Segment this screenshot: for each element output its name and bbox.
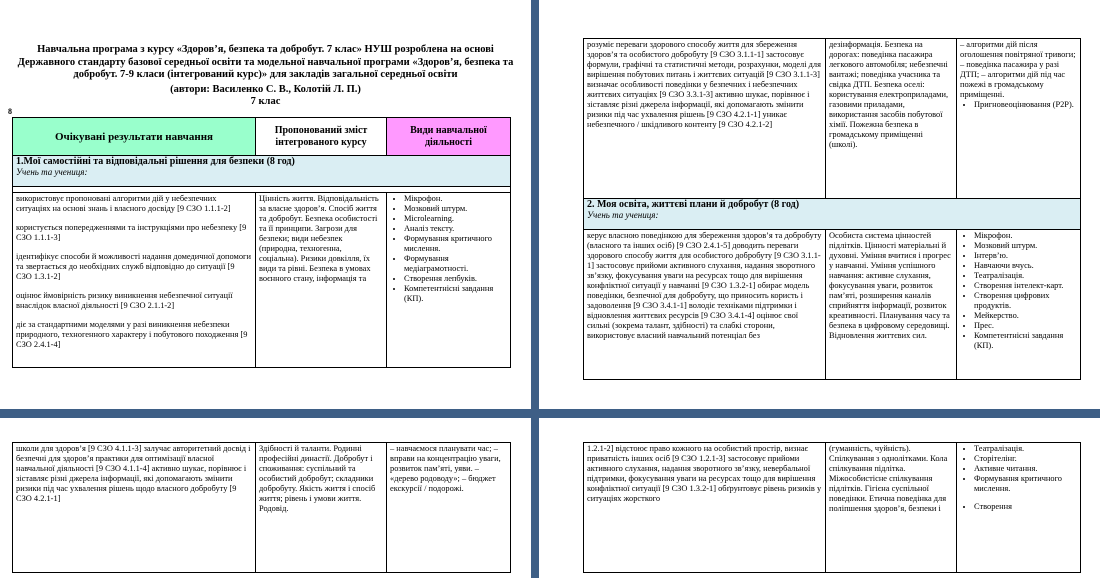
document-page-3 [0,418,531,578]
activity-item: • Аналіз тексту. [404,224,507,234]
section-subtitle: Учень та учениця: [587,210,659,220]
horizontal-page-divider [0,409,1100,418]
activity-item: • Формування медіаграмотності. [404,254,507,274]
result-item: діє за стандартними моделями у разі виникнення небезпеки природного, техногенного характеру і побутового походження [9 СЗО 2.4.1-4] [16,320,248,349]
activity-item: • Сторітелінг. [974,454,1077,464]
expected-results-cell: розуміє переваги здорового способу життя для збереження здоров’я та особистого добробуту [9 СЗО 3.1.1-1] застосовує формули, графічні та статистичні методи, розрахунки, моделі для вирішення побутових питань і життєвих ситуацій [9 СЗО 3.1.1-3] визначає особливості поведінки у безпечних і небезпечних життєвих ситуаціях [9 СЗО 3.3.1-3] активно шукає, порівнює і зіставляє різні джерела інформації, які допомагають змінити ризики під час ухвалення рішень [9 СЗО 4.2.1-1] уникає небезпечного / шкідливого контенту [9 СЗО 4.2.1-2] [584,39,826,199]
content-cell: Здібності й таланти. Родинні професійні династії. Добробут і споживання: суспільний та особистий добробут; складники добробуту. Якість життя і спосіб життя; рівень і умови життя. Родовід. [256,443,387,573]
section-row-1 [13,156,511,187]
content-cell: Особиста система цінностей підлітків. Цінності матеріальні й духовні. Уміння вчитися і прогрес у навчанні. Уміння успішного навчання: активне слухання, фокусування уваги, розвиток пам’яті, розширення каналів сприйняття інформації, розвиток креативності. Планування часу та безпека в цифровому середовищі. Відновлення життєвих сил. [826,230,957,380]
program-table-3 [12,442,510,573]
section-subtitle: Учень та учениця: [16,167,88,177]
program-title [0,44,531,82]
activity-item: • Створення інтелект-карт. [974,281,1077,291]
expected-results-cell: керує власною поведінкою для збереження здоров’я та добробуту (власного та інших осіб) [9 СЗО 2.4.1-5] доводить переваги здорового способу життя для особистого добробуту [9 СЗО 3.1.1-1] застосовує прийоми активного слухання, надання зворотного зв’язку, фокусування уваги на ресурсах тощо для вирішення конфліктної ситуації у навчанні [9 СЗО 1.3.2-1] обирає модель поведінки, безпечної для добробуту, що приносить користь і задоволення [9 СЗО 3.4.1-1] володіє техніками підтримки і відновлення життєвих ресурсів [9 СЗО 3.4.1-4] оцінює свої сильні (зокрема талант, здібності) та слабкі сторони, використовує власний навчальний потенціал без [584,230,826,380]
expected-results-cell: 1.2.1-2] відстоює право кожного на особистий простір, визнає приватність інших осіб [9 СЗО 1.2.1-3] застосовує прийоми активного слухання, надання зворотного зв’язку, невербальної підтримки, фокусування уваги на ресурсах тощо для вирішення конфліктної ситуації [9 СЗО 1.3.2-1] обґрунтовує рівень ризиків у ситуаціях жорсткого [584,443,826,573]
result-item: ідентифікує способи й можливості надання домедичної допомоги та звертається до необхідних служб відповідно до ситуації [9 СЗО 1.3.1-2] [16,252,251,281]
activity-item: • Створення цифрових продуктів. [974,291,1077,311]
result-item: користується попередженнями та інструкціями про небезпеку [9 СЗО 1.1.1-3] [16,223,247,242]
activities-cell [957,39,1081,199]
title-line-3: добробут. 7-9 класи (інтегрований курс)» для закладів загальної середньої освіти [73,69,458,80]
content-cell: Цінність життя. Відповідальність за власне здоров’я. Спосіб життя та добробут. Безпека особистості та її принципи. Загрози для безпеки; види небезпек (природна, техногенна, соціальна). Ризики довкілля, їх види та рівні. Безпека в умовах воєнного стану, інформація та [256,193,387,368]
activity-item: • Компетентнісні завдання (КП). [974,331,1077,351]
activity-item: • Мікрофон. [404,194,507,204]
program-table-4 [583,442,1080,573]
section-title: 1.Мої самостійні та відповідальні рішення для безпеки (8 год) [16,156,295,167]
activity-item: • Прес. [974,321,1077,331]
document-page-2 [539,0,1100,409]
content-cell: (гуманність, чуйність). Спілкування з однолітками. Кола спілкування підлітка. Міжособистісне спілкування підлітків. Гігієна суспільної поведінки. Етична поведінка для поліпшення здоров’я, безпеки і [826,443,957,573]
expected-results-cell: школи для здоров’я [9 СЗО 4.1.1-3] залучає авторитетний досвід і безпечні для здоров’я практики для оптимізації власної навчальної діяльності [9 СЗО 4.1.1-4] активно шукає, порівнює і зіставляє різні джерела інформації, які допомагають змінити ризики під час ухвалення рішень щодо власного добробуту [9 СЗО 4.2.1-1] [13,443,256,573]
grade-label: 7 клас [250,96,281,107]
activity-item: • Створення [974,502,1077,512]
page-marker: 8 [8,107,12,116]
activity-item: • Активне читання. [974,464,1077,474]
activity-item: • Microlearning. [404,214,507,224]
section-row-2 [584,199,1081,230]
activity-text: – алгоритми дій після оголошення повітряної тривоги; – поведінка пасажира у разі ДТП; – алгоритми дій під час пожежі в громадському приміщенні. [960,40,1076,99]
activity-item: • Мікрофон. [974,231,1077,241]
header-expected-results: Очікувані результати навчання [13,118,256,156]
expected-results-cell [13,193,256,368]
activity-item: • Формування критичного мислення. [974,474,1077,494]
program-table-1 [12,117,510,368]
content-cell: дезінформація. Безпека на дорогах: поведінка пасажира легкового автомобіля; небезпечні вантажі; поведінка учасника та свідка ДТП. Безпека оселі: користування електроприладами, газовими приладами, використання засобів побутової хімії. Пожежна безпека в громадському приміщенні (школі). [826,39,957,199]
activities-cell [957,230,1081,380]
header-proposed-content: Пропонований зміст інтегрованого курсу [256,118,387,156]
activity-item: • Театралізація. [974,444,1077,454]
document-page-4 [539,418,1100,578]
vertical-page-divider [531,0,539,578]
activity-item: • Створення лепбуків. [404,274,507,284]
activity-item: • Мозковий штурм. [974,241,1077,251]
activities-cell [957,443,1081,573]
activity-item: • Формування критичного мислення. [404,234,507,254]
activity-item: • Мозковий штурм. [404,204,507,214]
activity-item: • Театралізація. [974,271,1077,281]
program-table-2 [583,38,1080,380]
section-title: 2. Моя освіта, життєві плани й добробут (8 год) [587,199,800,210]
title-line-1: Навчальна програма з курсу «Здоров’я, безпека та добробут. 7 клас» НУШ розроблена на основі [37,44,494,55]
activity-item: • Пригновеоцінювання (Р2Р). [974,100,1077,110]
activities-cell: – навчаємося планувати час; – вправи на концентрацію уваги, розвиток пам’яті, уяви. – «дерево родоводу»; – бюджет екскурсії / подорожі. [387,443,511,573]
activity-item: • Компетентнісні завдання (КП). [404,284,507,304]
authors-line: (автори: Василенко С. В., Колотій Л. П.) [170,84,361,95]
header-activity-types: Види навчальної діяльності [387,118,511,156]
activity-item: • Інтерв’ю. [974,251,1077,261]
activity-item: • Навчаючи вчусь. [974,261,1077,271]
activity-item: • Мейкерство. [974,311,1077,321]
result-item: оцінює ймовірність ризику виникнення небезпечної ситуації внаслідок власної діяльності [9 СЗО 2.1.1-2] [16,291,233,310]
document-page-1 [0,0,531,409]
result-item: використовує пропоновані алгоритми дій у небезпечних ситуаціях на основі знань і власного досвіду [9 СЗО 1.1.1-2] [16,194,231,213]
activities-cell [387,193,511,368]
title-line-2: Державного стандарту базової середньої освіти та модельної навчальної програми «Здоров’я, безпека та [17,56,514,68]
